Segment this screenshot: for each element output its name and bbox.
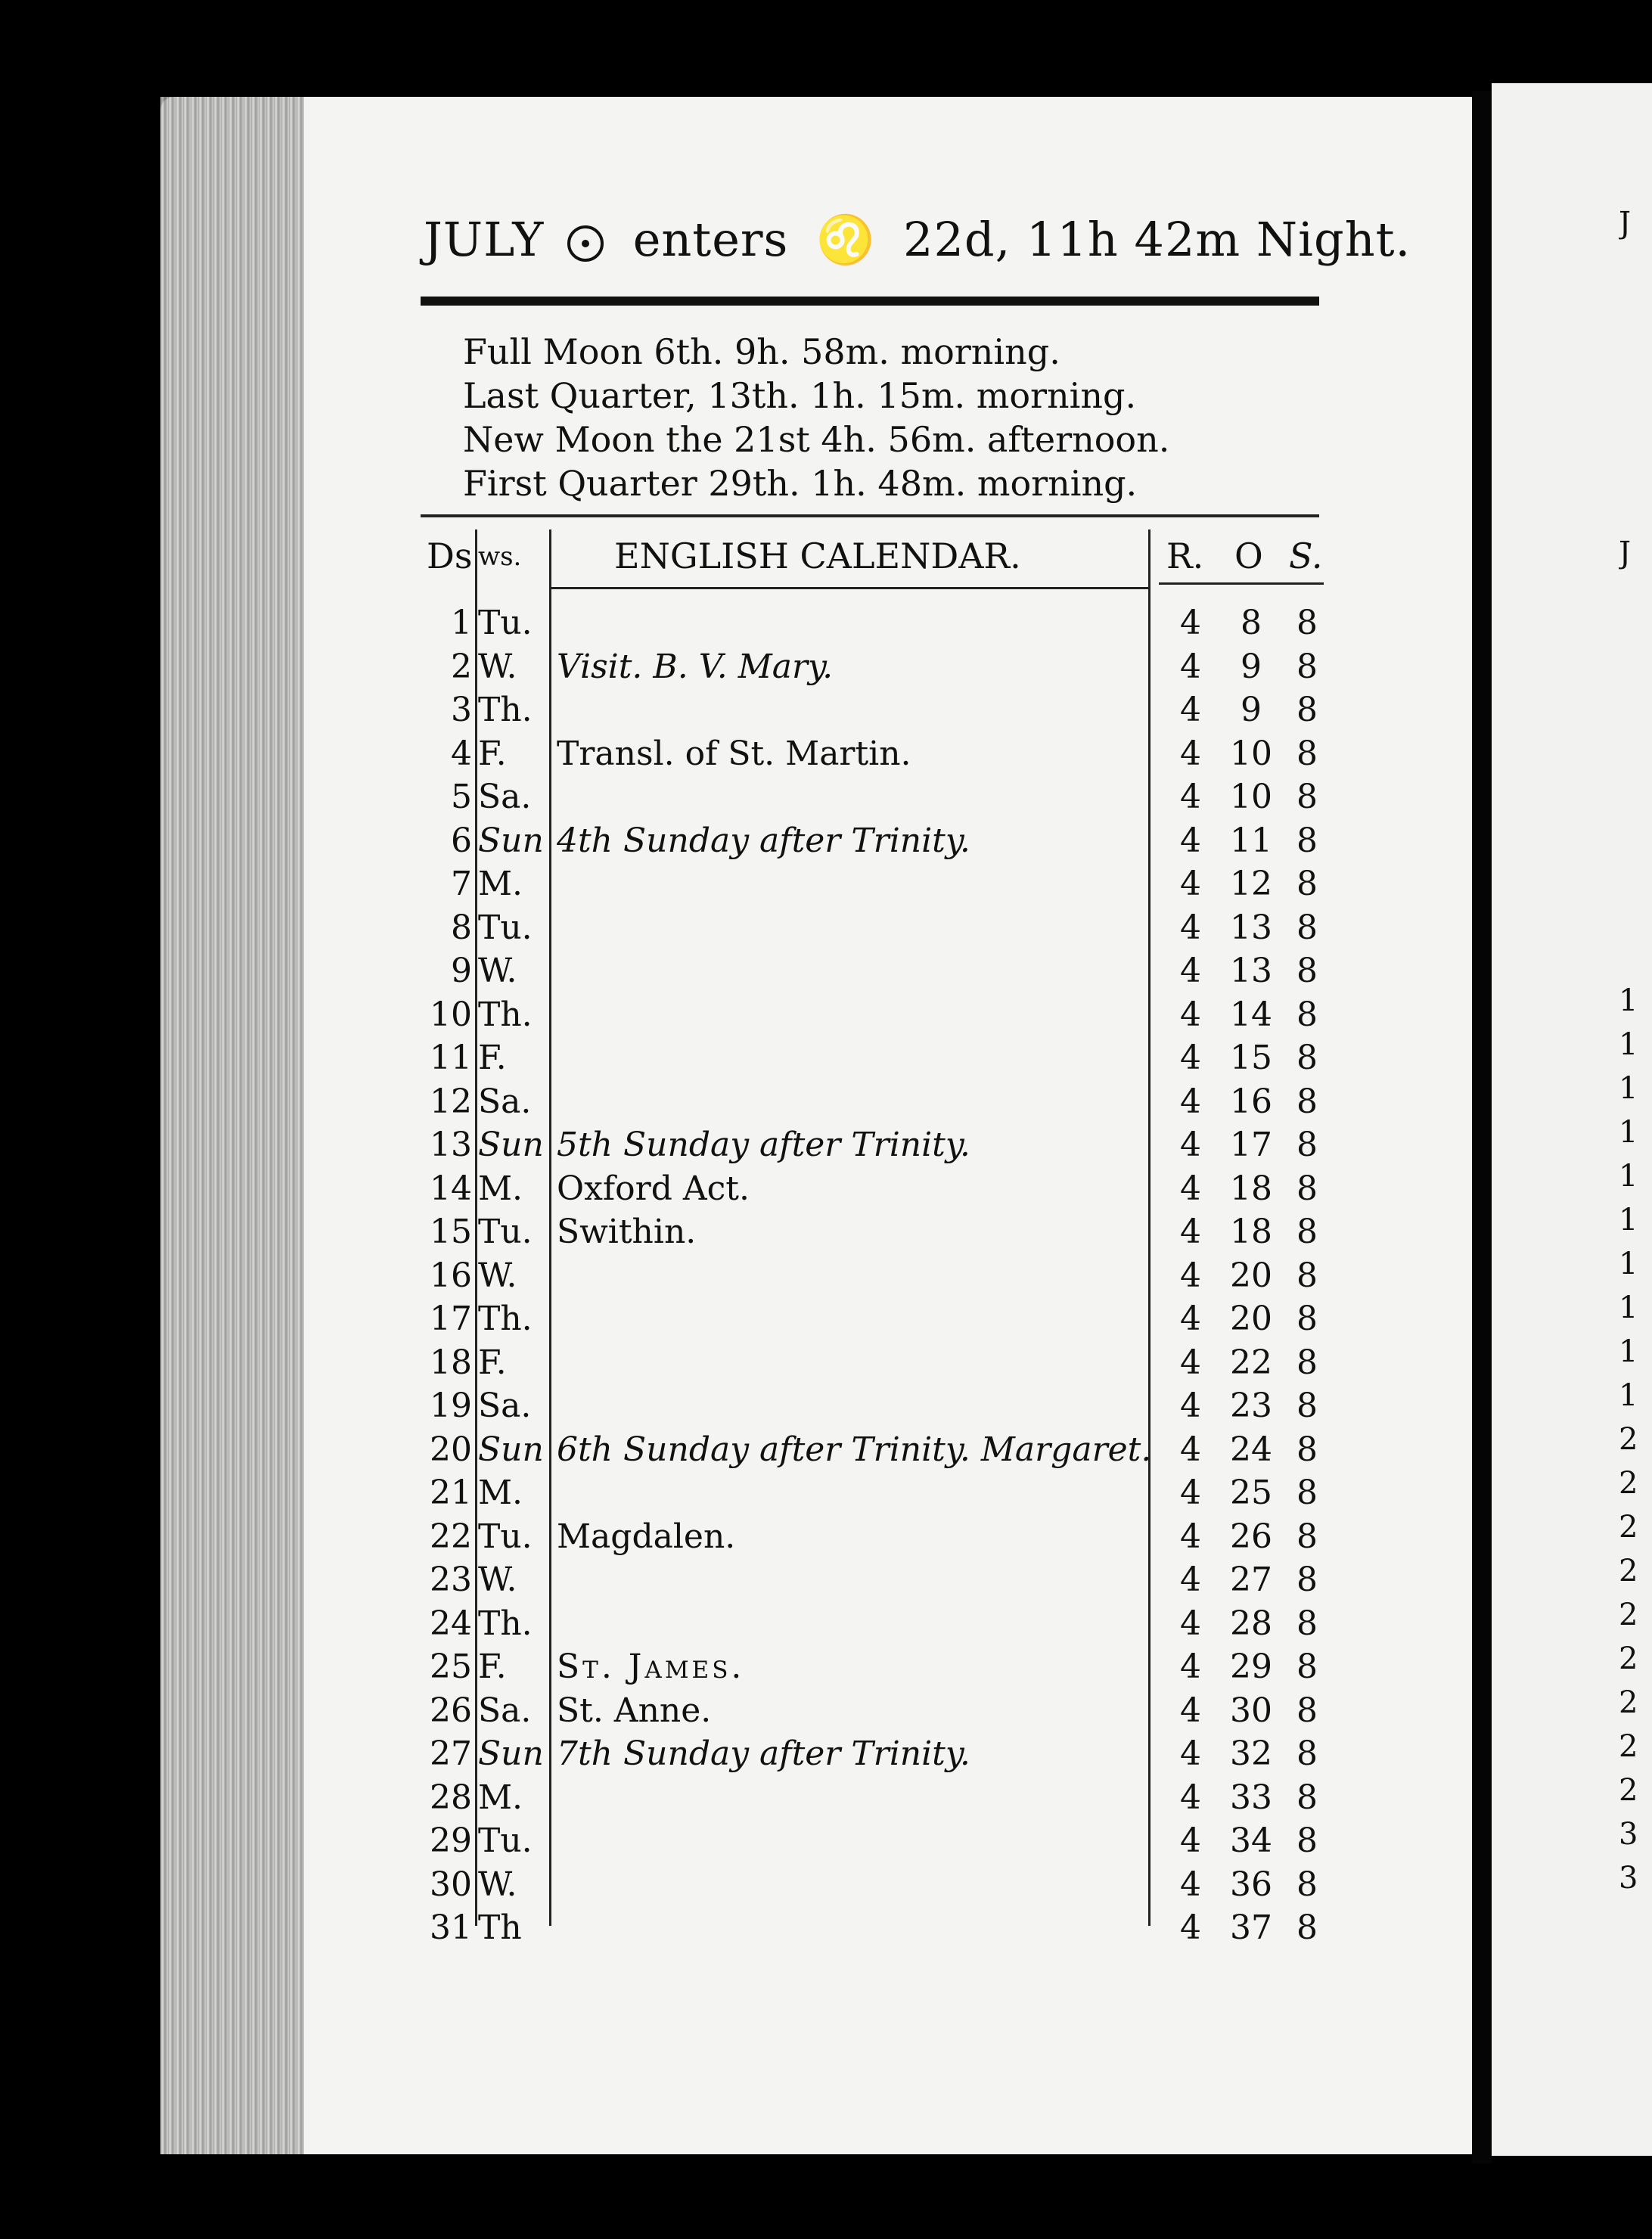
- weekday: W.: [478, 1865, 517, 1904]
- weekday: Tu.: [478, 604, 533, 642]
- entry-time: 22d, 11h 42m Night.: [903, 212, 1411, 267]
- calendar-row: [421, 1734, 1328, 1778]
- minute-value: 13: [1230, 908, 1272, 947]
- minute-value: 32: [1230, 1734, 1272, 1773]
- minute-value: 37: [1230, 1908, 1272, 1947]
- day-number: 22: [430, 1517, 472, 1556]
- facing-row-fragment: 2: [1619, 1554, 1638, 1588]
- hour-value: 4: [1180, 1039, 1201, 1077]
- sets-value: 8: [1296, 1343, 1318, 1382]
- calendar-row: [421, 604, 1328, 647]
- hour-value: 4: [1180, 604, 1201, 642]
- calendar-row: [421, 1256, 1328, 1300]
- book-gutter: [1472, 91, 1492, 2163]
- weekday: F.: [478, 1343, 507, 1382]
- calendar-event: Visit. B. V. Mary.: [557, 647, 834, 686]
- hour-value: 4: [1180, 1734, 1201, 1773]
- hour-value: 4: [1180, 691, 1201, 729]
- hour-value: 4: [1180, 952, 1201, 990]
- hour-value: 4: [1180, 1256, 1201, 1295]
- minute-value: 33: [1230, 1778, 1272, 1817]
- minute-value: 30: [1230, 1691, 1272, 1730]
- sets-value: 8: [1296, 1082, 1318, 1121]
- weekday: M.: [478, 1169, 523, 1208]
- hour-value: 4: [1180, 1560, 1201, 1599]
- calendar-row: [421, 908, 1328, 952]
- minute-value: 14: [1230, 995, 1272, 1034]
- leo-icon: ♌: [816, 212, 876, 267]
- hour-value: 4: [1180, 1213, 1201, 1251]
- hour-value: 4: [1180, 1821, 1201, 1860]
- calendar-row: [421, 952, 1328, 995]
- sun-icon: [567, 225, 604, 262]
- minute-value: 10: [1230, 734, 1272, 773]
- day-number: 6: [451, 821, 472, 860]
- minute-value: 18: [1230, 1213, 1272, 1251]
- moon-phase-last-quarter: Last Quarter, 13th. 1h. 15m. morning.: [463, 375, 1137, 416]
- weekday: W.: [478, 1256, 517, 1295]
- sets-value: 8: [1296, 1126, 1318, 1164]
- enters-word: enters: [632, 212, 789, 267]
- weekday: M.: [478, 1778, 523, 1817]
- minute-value: 12: [1230, 865, 1272, 903]
- weekday: F.: [478, 1039, 507, 1077]
- hour-value: 4: [1180, 1647, 1201, 1686]
- hour-value: 4: [1180, 1908, 1201, 1947]
- calendar-row: [421, 1387, 1328, 1430]
- day-number: 23: [430, 1560, 472, 1599]
- facing-row-fragment: 1: [1619, 983, 1638, 1018]
- day-number: 3: [451, 691, 472, 729]
- minute-value: 9: [1241, 647, 1262, 686]
- minute-value: 36: [1230, 1865, 1272, 1904]
- facing-row-fragment: 2: [1619, 1466, 1638, 1501]
- facing-row-fragment: 2: [1619, 1422, 1638, 1457]
- weekday: Th.: [478, 691, 533, 729]
- calendar-event: 5th Sunday after Trinity.: [557, 1126, 970, 1164]
- facing-subheading-fragment: J: [1619, 536, 1632, 570]
- calendar-row: [421, 1343, 1328, 1387]
- hour-value: 4: [1180, 734, 1201, 773]
- hour-value: 4: [1180, 995, 1201, 1034]
- sets-value: 8: [1296, 1256, 1318, 1295]
- sets-value: 8: [1296, 908, 1318, 947]
- sets-value: 8: [1296, 1517, 1318, 1556]
- sets-value: 8: [1296, 1213, 1318, 1251]
- hour-value: 4: [1180, 1517, 1201, 1556]
- facing-row-fragment: 1: [1619, 1378, 1638, 1413]
- calendar-row: [421, 865, 1328, 908]
- calendar-event: Magdalen.: [557, 1517, 736, 1556]
- minute-value: 22: [1230, 1343, 1272, 1382]
- sets-value: 8: [1296, 691, 1318, 729]
- day-number: 24: [430, 1604, 472, 1643]
- day-number: 9: [451, 952, 472, 990]
- hour-value: 4: [1180, 1082, 1201, 1121]
- facing-row-fragment: 1: [1619, 1159, 1638, 1194]
- minute-value: 18: [1230, 1169, 1272, 1208]
- facing-row-fragment: 1: [1619, 1115, 1638, 1150]
- day-number: 7: [451, 865, 472, 903]
- day-number: 29: [430, 1821, 472, 1860]
- weekday: Th.: [478, 1300, 533, 1338]
- day-number: 28: [430, 1778, 472, 1817]
- day-number: 13: [430, 1126, 472, 1164]
- facing-row-fragment: 1: [1619, 1071, 1638, 1106]
- weekday: F.: [478, 1647, 507, 1686]
- weekday: Sun: [478, 821, 544, 860]
- day-number: 16: [430, 1256, 472, 1295]
- calendar-row: [421, 1039, 1328, 1082]
- hour-value: 4: [1180, 1604, 1201, 1643]
- calendar-row: [421, 647, 1328, 691]
- header-sets: S.: [1289, 536, 1323, 576]
- hour-value: 4: [1180, 908, 1201, 947]
- hour-value: 4: [1180, 821, 1201, 860]
- day-number: 2: [451, 647, 472, 686]
- calendar-row: [421, 734, 1328, 778]
- minute-value: 23: [1230, 1387, 1272, 1425]
- calendar-table: [421, 522, 1328, 1947]
- minute-value: 10: [1230, 778, 1272, 816]
- sets-value: 8: [1296, 1865, 1318, 1904]
- day-number: 17: [430, 1300, 472, 1338]
- weekday: Th.: [478, 995, 533, 1034]
- header-days: Ds: [427, 536, 473, 576]
- facing-row-fragment: 2: [1619, 1773, 1638, 1808]
- facing-row-fragment: 2: [1619, 1685, 1638, 1720]
- header-calendar: ENGLISH CALENDAR.: [614, 536, 1021, 576]
- weekday: Th.: [478, 1604, 533, 1643]
- facing-row-fragment: 1: [1619, 1334, 1638, 1369]
- hour-value: 4: [1180, 1430, 1201, 1469]
- hour-value: 4: [1180, 1169, 1201, 1208]
- hour-value: 4: [1180, 778, 1201, 816]
- moon-phase-first-quarter: First Quarter 29th. 1h. 48m. morning.: [463, 463, 1138, 504]
- hour-value: 4: [1180, 1300, 1201, 1338]
- day-number: 27: [430, 1734, 472, 1773]
- minute-value: 9: [1241, 691, 1262, 729]
- minute-value: 15: [1230, 1039, 1272, 1077]
- facing-row-fragment: 2: [1619, 1598, 1638, 1632]
- sets-value: 8: [1296, 1430, 1318, 1469]
- day-number: 18: [430, 1343, 472, 1382]
- hour-value: 4: [1180, 865, 1201, 903]
- facing-row-fragment: 1: [1619, 1290, 1638, 1325]
- facing-heading-fragment: J: [1619, 206, 1632, 241]
- weekday: Sun: [478, 1430, 544, 1469]
- sets-value: 8: [1296, 1691, 1318, 1730]
- weekday: Sa.: [478, 1387, 532, 1425]
- calendar-event: 7th Sunday after Trinity.: [557, 1734, 970, 1773]
- hour-value: 4: [1180, 1126, 1201, 1164]
- moon-phases: [463, 330, 1219, 505]
- facing-row-fragment: 2: [1619, 1510, 1638, 1545]
- calendar-event: 4th Sunday after Trinity.: [557, 821, 970, 860]
- moon-phase-full: Full Moon 6th. 9h. 58m. morning.: [463, 331, 1060, 372]
- sets-value: 8: [1296, 995, 1318, 1034]
- calendar-row: [421, 1126, 1328, 1169]
- header-weekday: ws.: [478, 542, 522, 572]
- calendar-event: St. Anne.: [557, 1691, 712, 1730]
- facing-row-fragment: 1: [1619, 1247, 1638, 1281]
- weekday: W.: [478, 952, 517, 990]
- minute-value: 16: [1230, 1082, 1272, 1121]
- minute-value: 29: [1230, 1647, 1272, 1686]
- page-edges: [160, 97, 304, 2154]
- day-number: 4: [451, 734, 472, 773]
- day-number: 20: [430, 1430, 472, 1469]
- weekday: Sa.: [478, 1082, 532, 1121]
- day-number: 25: [430, 1647, 472, 1686]
- weekday: Sun: [478, 1734, 544, 1773]
- sets-value: 8: [1296, 821, 1318, 860]
- facing-row-fragment: 2: [1619, 1641, 1638, 1676]
- minute-value: 26: [1230, 1517, 1272, 1556]
- calendar-row: [421, 1474, 1328, 1517]
- calendar-row: [421, 1082, 1328, 1126]
- facing-row-fragment: 3: [1619, 1817, 1638, 1852]
- day-number: 26: [430, 1691, 472, 1730]
- sets-value: 8: [1296, 1821, 1318, 1860]
- moon-phase-new: New Moon the 21st 4h. 56m. afternoon.: [463, 419, 1170, 460]
- calendar-row: [421, 1691, 1328, 1735]
- calendar-row: [421, 1908, 1328, 1952]
- minute-value: 17: [1230, 1126, 1272, 1164]
- month-header: [424, 212, 1411, 268]
- sets-value: 8: [1296, 865, 1318, 903]
- day-number: 8: [451, 908, 472, 947]
- calendar-row: [421, 1213, 1328, 1256]
- day-number: 12: [430, 1082, 472, 1121]
- calendar-row: [421, 995, 1328, 1039]
- calendar-event: Swithin.: [557, 1213, 697, 1251]
- sets-value: 8: [1296, 604, 1318, 642]
- day-number: 19: [430, 1387, 472, 1425]
- sets-value: 8: [1296, 1734, 1318, 1773]
- minute-value: 25: [1230, 1474, 1272, 1512]
- header-sun: O: [1234, 536, 1263, 576]
- calendar-row: [421, 1778, 1328, 1822]
- day-number: 14: [430, 1169, 472, 1208]
- hour-value: 4: [1180, 1778, 1201, 1817]
- sets-value: 8: [1296, 952, 1318, 990]
- facing-row-fragment: 1: [1619, 1203, 1638, 1238]
- hour-value: 4: [1180, 1387, 1201, 1425]
- header-underline: [549, 587, 1148, 589]
- minute-value: 20: [1230, 1300, 1272, 1338]
- weekday: Sa.: [478, 1691, 532, 1730]
- weekday: W.: [478, 1560, 517, 1599]
- header-underline-right: [1159, 582, 1324, 585]
- table-top-rule: [421, 514, 1319, 517]
- day-number: 10: [430, 995, 472, 1034]
- weekday: Sun: [478, 1126, 544, 1164]
- day-number: 5: [451, 778, 472, 816]
- sets-value: 8: [1296, 778, 1318, 816]
- calendar-event: Transl. of St. Martin.: [557, 734, 911, 773]
- sets-value: 8: [1296, 1647, 1318, 1686]
- day-number: 1: [451, 604, 472, 642]
- sets-value: 8: [1296, 1778, 1318, 1817]
- hour-value: 4: [1180, 1343, 1201, 1382]
- calendar-row: [421, 1169, 1328, 1213]
- weekday: Th: [478, 1908, 522, 1947]
- minute-value: 13: [1230, 952, 1272, 990]
- calendar-row: [421, 1821, 1328, 1865]
- calendar-row: [421, 1560, 1328, 1604]
- calendar-row: [421, 1647, 1328, 1691]
- calendar-row: [421, 1517, 1328, 1561]
- minute-value: 27: [1230, 1560, 1272, 1599]
- calendar-row: [421, 1300, 1328, 1343]
- sets-value: 8: [1296, 1474, 1318, 1512]
- calendar-row: [421, 821, 1328, 865]
- calendar-event: 6th Sunday after Trinity. Margaret.: [557, 1430, 1152, 1469]
- facing-row-fragment: 3: [1619, 1861, 1638, 1896]
- minute-value: 34: [1230, 1821, 1272, 1860]
- month-title: JULY: [424, 212, 545, 267]
- calendar-row: [421, 691, 1328, 734]
- day-number: 21: [430, 1474, 472, 1512]
- day-number: 30: [430, 1865, 472, 1904]
- calendar-row: [421, 1430, 1328, 1474]
- sets-value: 8: [1296, 1169, 1318, 1208]
- weekday: W.: [478, 647, 517, 686]
- weekday: M.: [478, 1474, 523, 1512]
- day-number: 11: [430, 1039, 472, 1077]
- day-number: 15: [430, 1213, 472, 1251]
- minute-value: 24: [1230, 1430, 1272, 1469]
- facing-row-fragment: 2: [1619, 1729, 1638, 1764]
- weekday: Tu.: [478, 908, 533, 947]
- hour-value: 4: [1180, 1865, 1201, 1904]
- calendar-row: [421, 778, 1328, 821]
- header-rises: R.: [1166, 536, 1204, 576]
- hour-value: 4: [1180, 1474, 1201, 1512]
- weekday: M.: [478, 865, 523, 903]
- minute-value: 11: [1230, 821, 1272, 860]
- hour-value: 4: [1180, 1691, 1201, 1730]
- sets-value: 8: [1296, 647, 1318, 686]
- calendar-event: St. James.: [557, 1647, 745, 1686]
- calendar-event: Oxford Act.: [557, 1169, 750, 1208]
- weekday: F.: [478, 734, 507, 773]
- minute-value: 20: [1230, 1256, 1272, 1295]
- sets-value: 8: [1296, 1604, 1318, 1643]
- minute-value: 8: [1241, 604, 1262, 642]
- facing-row-fragment: 1: [1619, 1027, 1638, 1062]
- calendar-row: [421, 1865, 1328, 1909]
- day-number: 31: [430, 1908, 472, 1947]
- calendar-row: [421, 1604, 1328, 1648]
- sets-value: 8: [1296, 1387, 1318, 1425]
- header-rule: [421, 297, 1319, 306]
- sets-value: 8: [1296, 734, 1318, 773]
- hour-value: 4: [1180, 647, 1201, 686]
- sets-value: 8: [1296, 1300, 1318, 1338]
- weekday: Tu.: [478, 1517, 533, 1556]
- weekday: Tu.: [478, 1213, 533, 1251]
- weekday: Sa.: [478, 778, 532, 816]
- sets-value: 8: [1296, 1039, 1318, 1077]
- minute-value: 28: [1230, 1604, 1272, 1643]
- sets-value: 8: [1296, 1908, 1318, 1947]
- sets-value: 8: [1296, 1560, 1318, 1599]
- weekday: Tu.: [478, 1821, 533, 1860]
